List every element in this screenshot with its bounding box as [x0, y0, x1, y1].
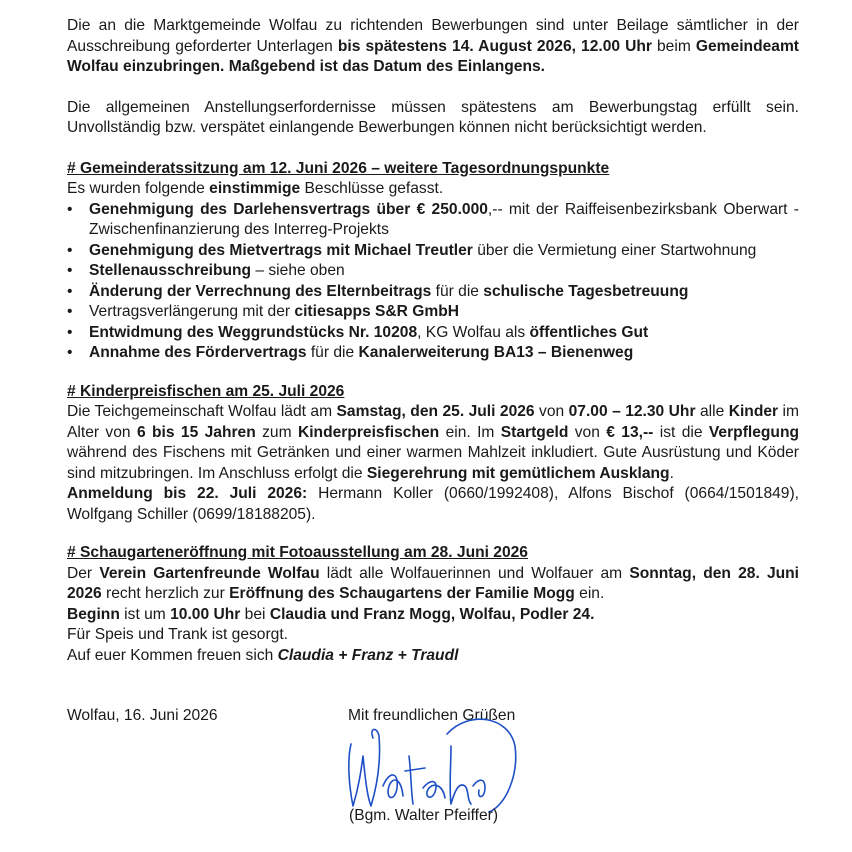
text-run: Beschlüsse gefasst.	[300, 180, 444, 197]
text-run: ist die	[653, 423, 709, 441]
bold-text-run: bis spätestens 14. August 2026, 12.00 Uhr	[337, 37, 652, 55]
bold-text-run: Sonntag, den 28. Juni 2026	[67, 564, 800, 602]
text-run: alle	[695, 403, 729, 420]
text-run: ein. Im	[439, 423, 501, 441]
garden-paragraph	[67, 564, 799, 605]
council-meeting-intro	[67, 179, 799, 200]
bold-text-run: Samstag, den 25. Juli 2026	[336, 403, 535, 420]
bold-text-run: Eröffnung des Schaugartens der Familie Mogg	[229, 585, 575, 602]
resolution-item	[67, 282, 799, 303]
garden-catering-line	[67, 625, 799, 646]
fishing-paragraph	[67, 402, 799, 484]
text-run: , KG Wolfau als	[417, 323, 530, 341]
text-run: bei	[240, 605, 270, 623]
bold-text-run: Kinder	[728, 403, 779, 420]
bold-text-run: Stellenausschreibung	[89, 262, 252, 279]
text-run: .	[669, 464, 674, 482]
bold-text-run: Gemeindeamt Wolfau einzubringen. Maßgebend ist das Datum des Einlangens.	[67, 37, 800, 75]
bold-text-run: 6 bis 15 Jahren	[136, 423, 256, 441]
text-run: Es wurden folgende	[67, 180, 210, 197]
text-run: Hermann Koller (0660/1992408), Alfons Bischof (0664/1501849), Wolfgang Schiller (0699/18188205).	[67, 485, 799, 523]
bold-text-run: Anmeldung bis 22. Juli 2026:	[67, 485, 308, 502]
signature-image	[339, 716, 529, 816]
text-run: zum	[255, 423, 298, 441]
document-page	[67, 16, 799, 826]
bold-text-run: 07.00 – 12.30 Uhr	[568, 403, 696, 420]
bold-text-run: öffentliches Gut	[529, 323, 649, 341]
text-run: von	[534, 403, 569, 420]
fishing-heading: # Kinderpreisfischen am 25. Juli 2026	[67, 382, 345, 400]
text-run: Die Teichgemeinschaft Wolfau lädt am	[67, 403, 337, 420]
resolution-list	[67, 200, 799, 364]
application-paragraph	[67, 16, 799, 78]
text-run: über die Vermietung einer Startwohnung	[472, 241, 757, 259]
text-run: beim	[651, 37, 696, 55]
bold-text-run: Kanalerweiterung BA13 – Bienenweg	[358, 344, 634, 361]
text-run: Für Speis und Trank ist gesorgt.	[67, 626, 289, 643]
bold-text-run: Verein Gartenfreunde Wolfau	[99, 564, 320, 582]
text-run: Die an die Marktgemeinde Wolfau zu richtenden Bewerbungen sind unter Beilage sämtlicher in der Ausschreibung geforderter Unterlagen	[67, 17, 799, 55]
closing-block	[67, 706, 799, 826]
bold-text-run: Siegerehrung mit gemütlichem Ausklang	[366, 464, 670, 482]
council-meeting-heading: # Gemeinderatssitzung am 12. Juni 2026 – weitere Tagesordnungspunkte	[67, 159, 610, 177]
resolution-item	[67, 261, 799, 282]
bold-text-run: Kinderpreisfischen	[297, 423, 440, 441]
text-run: für die	[431, 282, 484, 300]
bold-text-run: 10.00 Uhr	[170, 605, 241, 623]
text-run: – siehe oben	[251, 262, 345, 279]
bold-text-run: Startgeld	[500, 423, 569, 441]
bold-text-run: einstimmige	[209, 180, 301, 197]
bold-text-run: Claudia und Franz Mogg, Wolfau, Podler 24.	[269, 605, 595, 623]
bold-text-run: citiesapps S&R GmbH	[294, 303, 460, 320]
bold-text-run: Genehmigung des Mietvertrags mit Michael Treutler	[89, 241, 473, 259]
garden-heading: # Schaugarteneröffnung mit Fotoausstellung am 28. Juni 2026	[67, 544, 528, 561]
bold-text-run: Entwidmung des Weggrundstücks Nr. 10208	[89, 323, 418, 341]
text-run: recht herzlich zur	[101, 585, 230, 602]
text-run: ist um	[119, 605, 171, 623]
fishing-registration	[67, 484, 799, 525]
text-run: während des Fischens mit Getränken und einer warmen Mahlzeit inkludiert. Gute Ausrüstung und Köder sind mitzubringen. Im Anschluss erfolgt die	[67, 444, 799, 482]
text-run: von	[568, 423, 607, 441]
text-run: Der	[67, 564, 100, 582]
place-date: Wolfau, 16. Juni 2026	[67, 707, 218, 724]
requirements-paragraph	[67, 98, 799, 139]
resolution-item	[67, 323, 799, 344]
bold-text-run: Verpflegung	[708, 423, 799, 441]
bold-text-run: € 13,--	[606, 423, 654, 441]
bold-text-run: Claudia + Franz + Traudl	[277, 646, 459, 664]
garden-hosts-line	[67, 646, 799, 667]
bold-text-run: schulische Tagesbetreuung	[483, 282, 689, 300]
resolution-item	[67, 302, 799, 323]
bold-text-run: Genehmigung des Darlehensvertrags über € 250.000	[89, 200, 488, 218]
text-run: Auf euer Kommen freuen sich	[67, 646, 278, 664]
greeting: Mit freundlichen Grüßen	[348, 707, 516, 724]
text-run: für die	[306, 344, 359, 361]
text-run: Die allgemeinen Anstellungserfordernisse müssen spätestens am Bewerbungstag erfüllt sein. Unvollständig bzw. verspätet einlangende Bewerbungen können nicht berücksichtigt werden.	[67, 98, 799, 136]
garden-start-line	[67, 605, 799, 626]
bold-text-run: Änderung der Verrechnung des Elternbeitrags	[89, 282, 432, 300]
signer-name: (Bgm. Walter Pfeiffer)	[349, 807, 499, 824]
text-run: lädt alle Wolfauerinnen und Wolfauer am	[319, 564, 630, 582]
bold-text-run: Annahme des Fördervertrags	[89, 344, 307, 361]
bold-text-run: Beginn	[67, 605, 120, 623]
resolution-item	[67, 343, 799, 364]
text-run: ,-- mit der Raiffeisenbezirksbank Oberwart - Zwischenfinanzierung des Interreg-Projekts	[89, 200, 799, 238]
text-run: Vertragsverlängerung mit der	[89, 303, 295, 320]
resolution-item	[67, 241, 799, 262]
text-run: im Alter von	[67, 403, 799, 441]
resolution-item	[67, 200, 799, 241]
text-run: ein.	[574, 585, 605, 602]
